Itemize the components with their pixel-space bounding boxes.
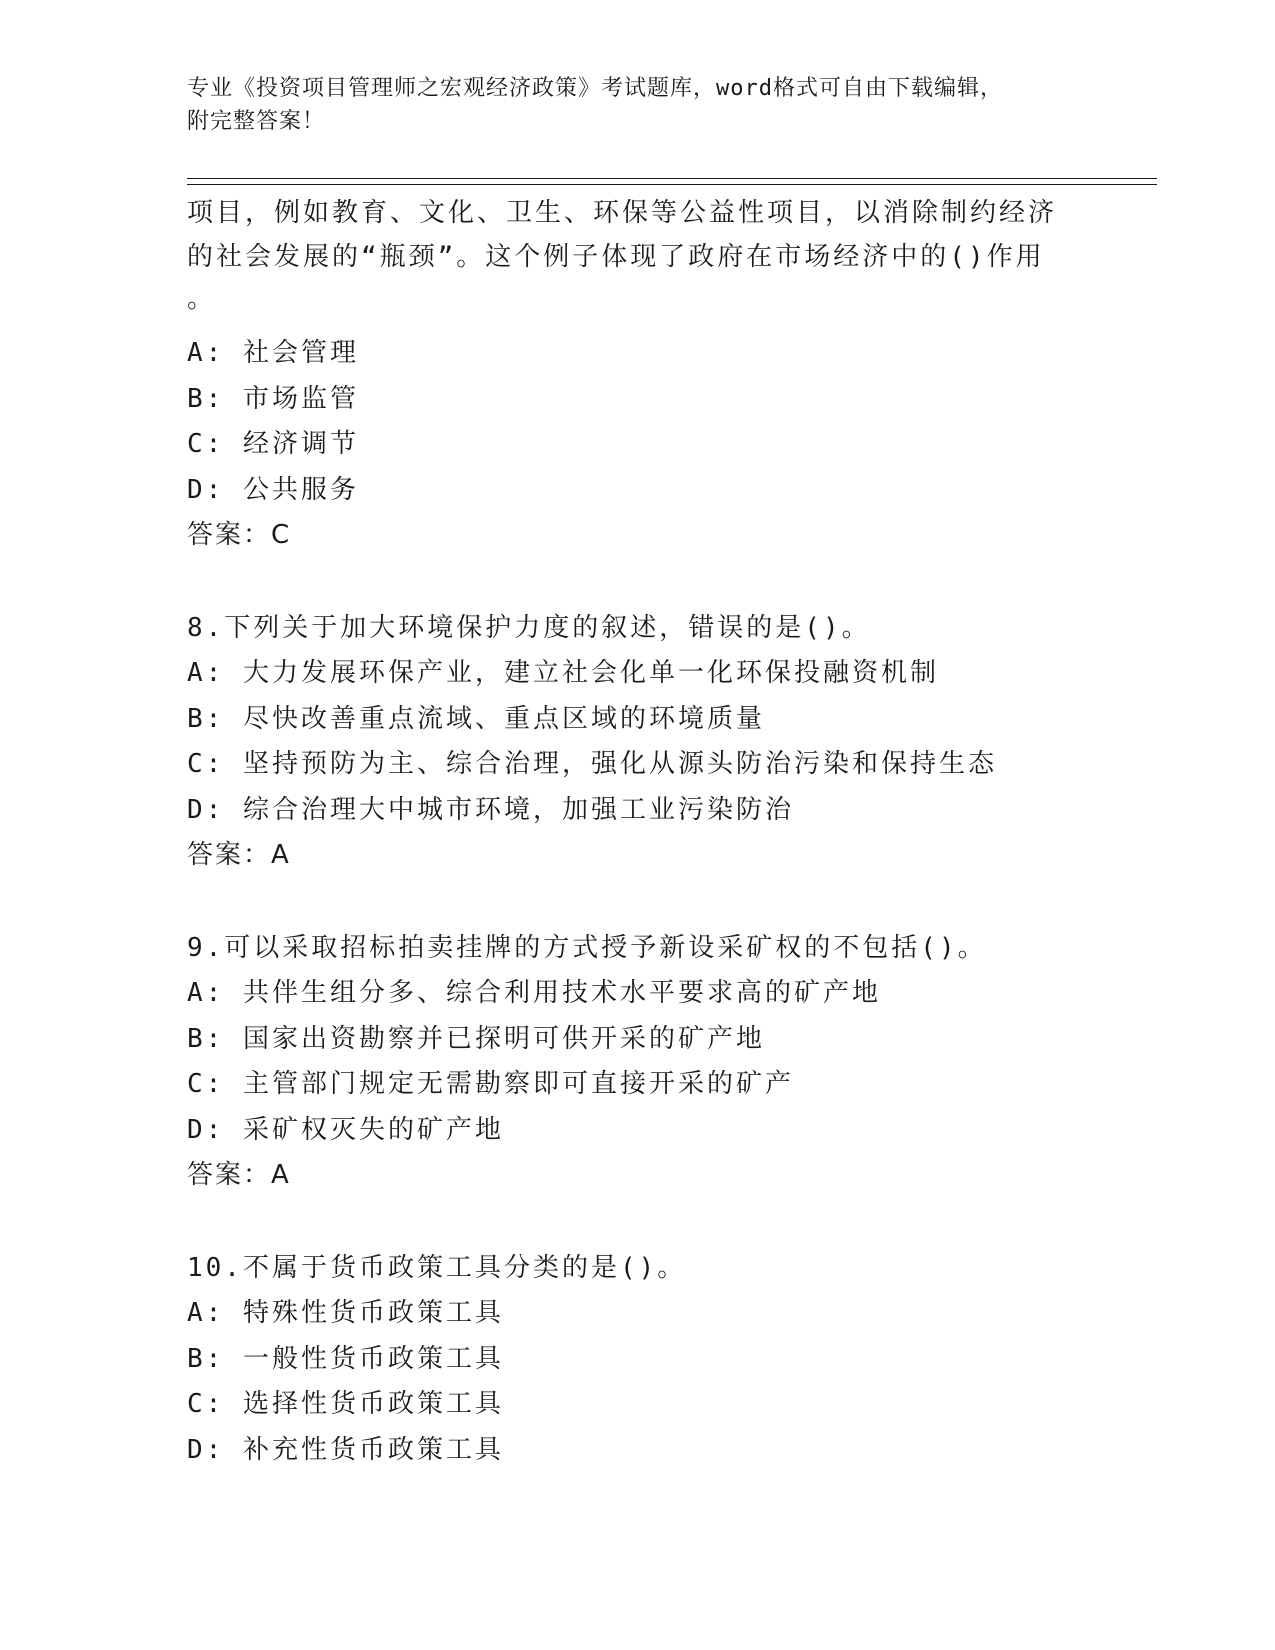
option-a: A: 共伴生组分多、综合利用技术水平要求高的矿产地 [187, 978, 881, 1008]
option-c: C: 坚持预防为主、综合治理，强化从源头防治污染和保持生态 [187, 749, 997, 779]
option-b: B: 一般性货币政策工具 [187, 1343, 504, 1374]
document-body [187, 191, 1087, 1473]
question-text-line: 。 [187, 284, 217, 314]
option-b: B: 国家出资勘察并已探明可供开采的矿产地 [187, 1023, 765, 1054]
header-divider-bottom [187, 184, 1157, 185]
question-7-continuation [187, 191, 1087, 559]
option-a: A: 特殊性货币政策工具 [187, 1298, 504, 1328]
answer-line: 答案：A [187, 840, 291, 870]
option-a: A: 大力发展环保产业，建立社会化单一化环保投融资机制 [187, 658, 939, 688]
header-divider-top [187, 178, 1157, 179]
option-b: B: 市场监管 [187, 383, 359, 414]
header-line-2: 附完整答案！ [187, 109, 326, 134]
question-9 [187, 926, 1087, 1199]
header-line-1: 专业《投资项目管理师之宏观经济政策》考试题库，word格式可自由下载编辑， [187, 76, 1003, 101]
option-d: D: 公共服务 [187, 474, 359, 505]
option-d: D: 补充性货币政策工具 [187, 1434, 504, 1465]
answer-line: 答案：C [187, 520, 292, 550]
option-c: C: 经济调节 [187, 429, 359, 459]
option-d: D: 综合治理大中城市环境，加强工业污染防治 [187, 794, 794, 825]
question-stem: 8.下列关于加大环境保护力度的叙述，错误的是()。 [187, 612, 871, 643]
question-stem: 10.不属于货币政策工具分类的是()。 [187, 1252, 687, 1283]
spacer [187, 1199, 1087, 1246]
spacer [187, 559, 1087, 606]
option-b: B: 尽快改善重点流域、重点区域的环境质量 [187, 703, 765, 734]
spacer [187, 879, 1087, 926]
option-d: D: 采矿权灭失的矿产地 [187, 1114, 504, 1145]
option-c: C: 选择性货币政策工具 [187, 1389, 504, 1419]
option-c: C: 主管部门规定无需勘察即可直接开采的矿产 [187, 1069, 794, 1099]
question-text-line: 项目，例如教育、文化、卫生、环保等公益性项目，以消除制约经济 [187, 198, 1058, 228]
option-a: A: 社会管理 [187, 338, 359, 368]
question-8 [187, 606, 1087, 879]
question-text-line: 的社会发展的“瓶颈”。这个例子体现了政府在市场经济中的()作用 [187, 242, 1045, 272]
document-header [187, 72, 1067, 138]
answer-line: 答案：A [187, 1160, 291, 1190]
question-stem: 9.可以采取招标拍卖挂牌的方式授予新设采矿权的不包括()。 [187, 932, 987, 963]
question-10 [187, 1246, 1087, 1474]
